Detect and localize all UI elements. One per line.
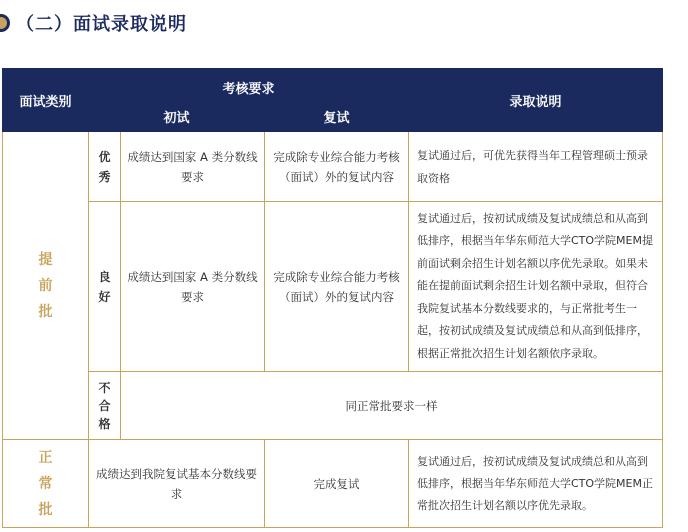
header-admission: 录取说明 xyxy=(409,69,663,132)
header-category: 面试类别 xyxy=(3,69,89,132)
bullet-icon xyxy=(0,14,10,32)
grade-good: 良 好 xyxy=(89,202,121,372)
row-regular-admission: 复试通过后，按初试成绩及复试成绩总和从高到低排序，根据当年华东师范大学CTO学院MEM正常批次招生计划名额以序优先录取。 xyxy=(409,440,663,528)
section-title: （二）面试录取说明 xyxy=(16,14,187,35)
row-excellent-initial: 成绩达到国家 A 类分数线要求 xyxy=(121,132,265,202)
grade-fail: 不 合 格 xyxy=(89,372,121,440)
row-excellent-retest: 完成除专业综合能力考核（面试）外的复试内容 xyxy=(265,132,409,202)
batch-early: 提 前 批 xyxy=(3,132,89,440)
row-fail-merged: 同正常批要求一样 xyxy=(121,372,663,440)
row-good-admission: 复试通过后，按初试成绩及复试成绩总和从高到低排序，根据当年华东师范大学CTO学院MEM提前面试剩余招生计划名额以序优先录取。如果未能在提前面试剩余招生计划名额中录取，但符合我院复试基本分数线要求的，与正常批考生一起，按初试成绩及复试成绩总和从高到低排序，根据正常批次招生计划名额依序录取。 xyxy=(409,202,663,372)
section-heading xyxy=(0,6,688,40)
header-requirements: 考核要求 xyxy=(89,69,409,102)
row-good-retest: 完成除专业综合能力考核（面试）外的复试内容 xyxy=(265,202,409,372)
row-regular-retest: 完成复试 xyxy=(265,440,409,528)
row-excellent-admission: 复试通过后，可优先获得当年工程管理硕士预录取资格 xyxy=(409,132,663,202)
row-good-initial: 成绩达到国家 A 类分数线要求 xyxy=(121,202,265,372)
row-regular-initial: 成绩达到我院复试基本分数线要求 xyxy=(89,440,265,528)
admission-table xyxy=(2,68,663,528)
grade-excellent: 优 秀 xyxy=(89,132,121,202)
header-retest: 复试 xyxy=(265,102,409,132)
batch-regular: 正 常 批 xyxy=(3,440,89,528)
header-initial: 初试 xyxy=(89,102,265,132)
